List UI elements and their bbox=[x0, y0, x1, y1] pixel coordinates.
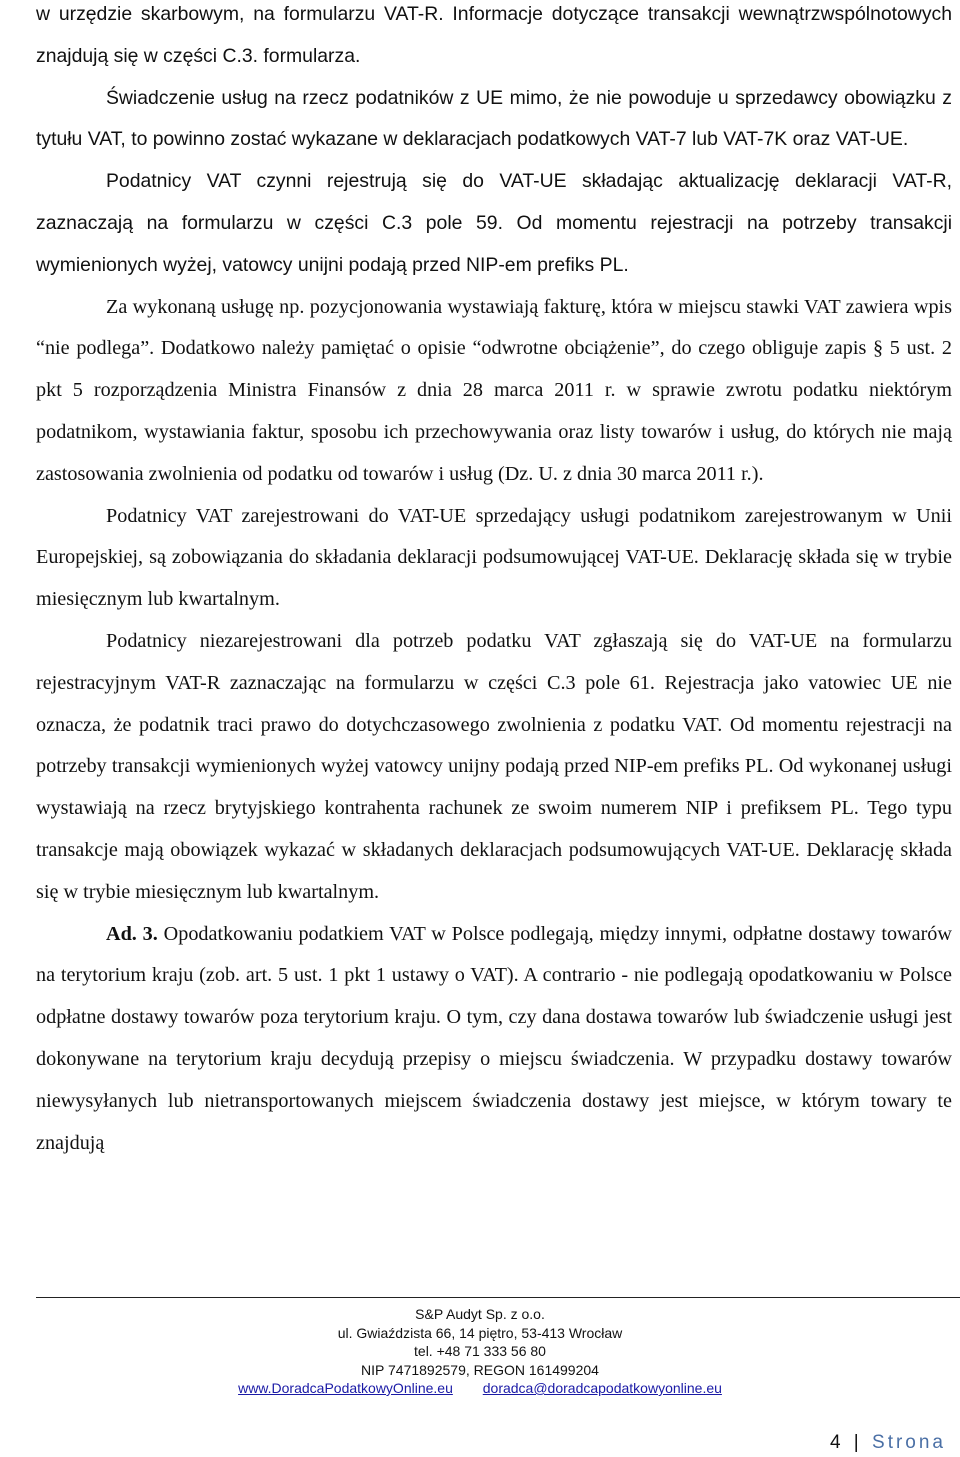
page-number-word: Strona bbox=[872, 1432, 946, 1453]
paragraph-services-eu bbox=[36, 78, 952, 162]
paragraph-text: Za wykonaną usługę np. pozycjonowania wystawiają fakturę, która w miejscu stawki VAT zawiera wpis “nie podlega”. Dodatkowo należy pamiętać o opisie “odwrotne obciążenie”, do czego obliguje zapis § 5 ust. 2 pkt 5 rozporządzenia Ministra Finansów z dnia 28 marca 2011 r. w sprawie zwrotu podatku niektórym podatnikom, wystawiania faktur, sposobu ich przechowywania oraz listy towarów i usług, do których nie mają zastosowania zwolnienia od podatku od towarów i usług (Dz. U. z dnia 30 marca 2011 r.). bbox=[36, 295, 952, 485]
paragraph-active-taxpayers bbox=[36, 161, 952, 286]
footer-links bbox=[0, 1379, 960, 1398]
footer-phone: tel. +48 71 333 56 80 bbox=[414, 1343, 546, 1359]
paragraph-text: Podatnicy VAT zarejestrowani do VAT-UE sprzedający usługi podatnikom zarejestrowanym w Unii Europejskiej, są zobowiązania do składania deklaracji podsumowującej VAT-UE. Deklarację składa się w trybie miesięcznym lub kwartalnym. bbox=[36, 504, 952, 611]
footer-divider bbox=[36, 1297, 960, 1298]
paragraph-text: Podatnicy VAT czynni rejestrują się do VAT-UE składając aktualizację deklaracji VAT-R, zaznaczają na formularzu w części C.3 pole 59. bbox=[36, 170, 952, 234]
paragraph-text: w urzędzie skarbowym, na formularzu VAT-R. Informacje dotyczące transakcji wewnątrzwspólnotowych znajdują się w części C.3. formularza. bbox=[36, 3, 952, 67]
paragraph-text: Od momentu rejestracji na potrzeby transakcji wymienionych wyżej, vatowcy unijni podają przed NIP-em prefiks PL. bbox=[36, 211, 953, 276]
paragraph-text: Opodatkowaniu podatkiem VAT w Polsce podlegają, między innymi, odpłatne dostawy towarów na terytorium kraju (zob. art. 5 ust. 1 pkt 1 ustawy o VAT). A contrario - nie podlegają opodatkowaniu w Polsce odpłatne dostawy towarów poza terytorium kraju. O tym, czy dana dostawa towarów lub świadczenie usługi jest dokonywane na terytorium kraju decydują przepisy o miejscu świadczenia. W przypadku dostawy towarów niewysyłanych lub nietransportowanych miejscem świadczenia dostawy jest miejsce, w którym towary te znajdują bbox=[36, 922, 952, 1154]
page-number-value: 4 bbox=[829, 1432, 841, 1453]
paragraph-text: Podatnicy niezarejestrowani dla potrzeb podatku VAT zgłaszają się do VAT-UE na formularzu rejestracyjnym VAT-R zaznaczając na formularzu w części C.3 pole 61. Rejestracja jako vatowiec UE nie oznacza, że podatnik traci prawo do dotychczasowego zwolnienia z podatku VAT. Od momentu rejestracji na potrzeby transakcji wymienionych wyżej vatowcy unijny podają przed NIP-em prefiks PL. Od wykonanej usługi wystawiają na rzecz brytyjskiego kontrahenta rachunek ze swoim numerem NIP i prefiksem PL. Tego typu transakcje mają obowiązek wykazać w składanych deklaracjach podsumowujących VAT-UE. Deklarację składa się w trybie miesięcznym lub kwartalnym. bbox=[36, 629, 952, 903]
document-body bbox=[36, 0, 952, 1164]
paragraph-continuation bbox=[36, 0, 952, 78]
website-link[interactable]: www.DoradcaPodatkowyOnline.eu bbox=[238, 1380, 453, 1396]
footer-ids: NIP 7471892579, REGON 161499204 bbox=[361, 1361, 599, 1378]
paragraph-ad-3 bbox=[36, 914, 952, 1165]
email-link[interactable]: doradca@doradcapodatkowyonline.eu bbox=[482, 1380, 722, 1396]
paragraph-text: Świadczenie usług na rzecz podatników z UE mimo, że nie powoduje u sprzedawcy obowiązku z tytułu VAT, to powinno zostać wykazane w deklaracjach podatkowych VAT-7 lub VAT-7K oraz VAT-UE. bbox=[36, 86, 952, 151]
page-number-separator: | bbox=[853, 1432, 859, 1453]
paragraph-invoice bbox=[36, 287, 952, 496]
page-number bbox=[830, 1432, 946, 1454]
page-footer bbox=[0, 1305, 960, 1398]
footer-address: ul. Gwiaździsta 66, 14 piętro, 53-413 Wrocław bbox=[337, 1324, 623, 1341]
paragraph-registered-taxpayers bbox=[36, 496, 952, 621]
footer-company: S&P Audyt Sp. z o.o. bbox=[415, 1306, 545, 1322]
section-label: Ad. 3. bbox=[106, 922, 158, 945]
paragraph-unregistered-taxpayers bbox=[36, 621, 952, 914]
